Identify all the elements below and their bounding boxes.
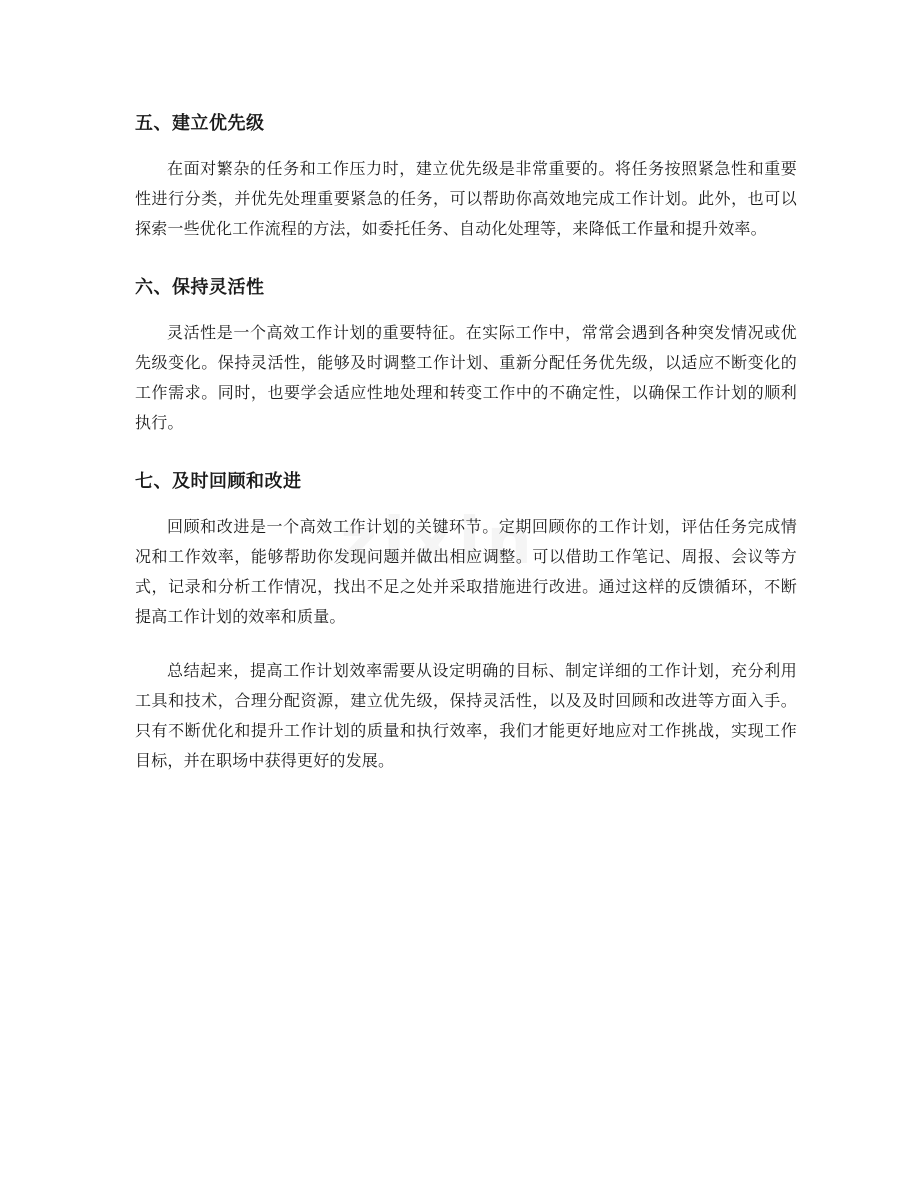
section-paragraph: 在面对繁杂的任务和工作压力时，建立优先级是非常重要的。将任务按照紧急性和重要性进行分类，并优先处理重要紧急的任务，可以帮助你高效地完成工作计划。此外，也可以探索一些优化工作流程的方法，如委托任务、自动化处理等，来降低工作量和提升效率。 bbox=[135, 159, 797, 238]
section-heading: 七、及时回顾和改进 bbox=[135, 471, 302, 492]
section-paragraph: 灵活性是一个高效工作计划的重要特征。在实际工作中，常常会遇到各种突发情况或优先级变化。保持灵活性，能够及时调整工作计划、重新分配任务优先级，以适应不断变化的工作需求。同时，也要学会适应性地处理和转变工作中的不确定性，以确保工作计划的顺利执行。 bbox=[135, 323, 797, 432]
section-heading: 六、保持灵活性 bbox=[135, 277, 265, 298]
section-7 bbox=[135, 462, 797, 632]
section-paragraph: 回顾和改进是一个高效工作计划的关键环节。定期回顾你的工作计划，评估任务完成情况和工作效率，能够帮助你发现问题并做出相应调整。可以借助工作笔记、周报、会议等方式，记录和分析工作情况，找出不足之处并采取措施进行改进。通过这样的反馈循环，不断提高工作计划的效率和质量。 bbox=[135, 517, 797, 626]
section-5 bbox=[135, 104, 797, 244]
conclusion-paragraph: 总结起来，提高工作计划效率需要从设定明确的目标、制定详细的工作计划，充分利用工具和技术，合理分配资源，建立优先级，保持灵活性，以及及时回顾和改进等方面入手。只有不断优化和提升工作计划的质量和执行效率，我们才能更好地应对工作挑战，实现工作目标，并在职场中获得更好的发展。 bbox=[135, 661, 797, 770]
section-heading: 五、建立优先级 bbox=[135, 113, 265, 134]
document-body bbox=[135, 104, 797, 800]
section-6 bbox=[135, 268, 797, 438]
